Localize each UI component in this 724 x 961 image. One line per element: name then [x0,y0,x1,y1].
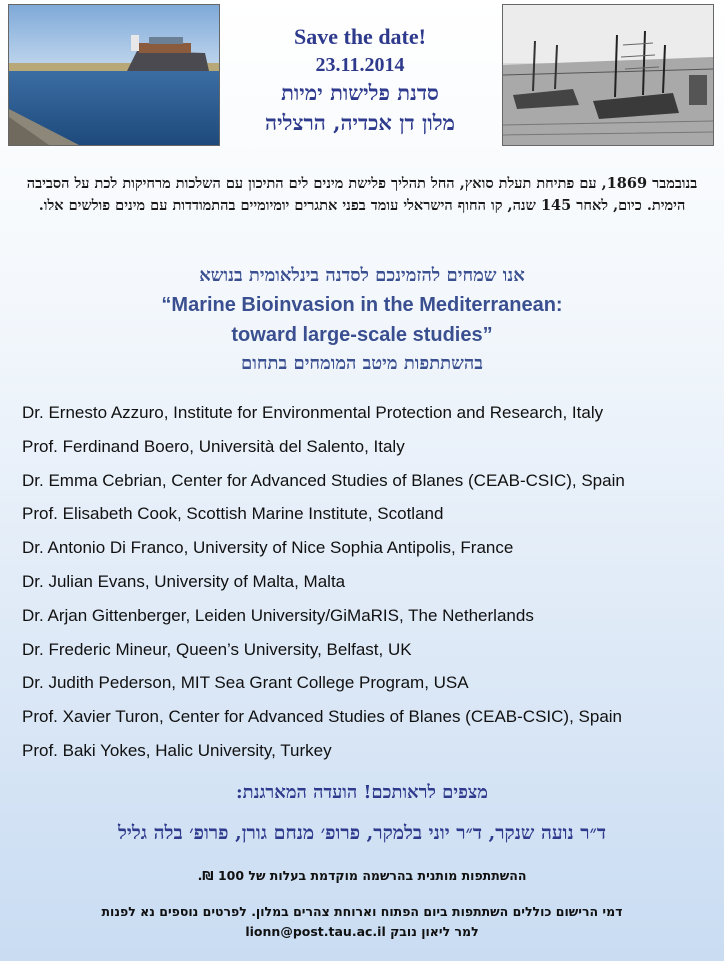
closing-line: מצפים לראותכם! הועדה המארגנת: [236,782,488,803]
experts-line: בהשתתפות מיטב המומחים בתחום [241,353,483,374]
speaker-list [22,396,712,768]
contact-email-link[interactable]: lionn@post.tau.ac.il [245,924,386,939]
event-header [222,22,498,138]
venue-hebrew: מלון דן אכדיה, הרצליה [265,110,455,135]
speaker-item: Prof. Baki Yokes, Halic University, Turkey [22,740,332,760]
speaker-item: Prof. Elisabeth Cook, Scottish Marine Institute, Scotland [22,504,444,524]
speaker-item: Dr. Arjan Gittenberger, Leiden University/GiMaRIS, The Netherlands [22,605,534,625]
save-the-date-title: Save the date! [294,24,426,49]
historic-engraving-photo [502,4,714,146]
invitation-line: אנו שמחים להזמינכם לסדנה בינלאומית בנושא [199,265,525,286]
speaker-item: Dr. Julian Evans, University of Malta, Malta [22,571,346,591]
speaker-item: Prof. Ferdinand Boero, Università del Salento, Italy [22,436,405,456]
intro-paragraph: בנובמבר 1869, עם פתיחת תעלת סואץ, החל תהליך פלישת מינים לים התיכון עם השלכות מרחיקות לכת על הסביבה הימית. כיום, לאחר 145 שנה, קו החוף הישראלי עומד בפני אתגרים יומיומיים בהתמודדות עם מינים פולשים אלו. [26,175,698,214]
organizers-line: ד״ר נועה שנקר, ד״ר יוני בלמקר, פרופ׳ מנחם גורן, פרופ׳ בלה גליל [117,822,606,844]
contact-name: למר ליאון נובק [390,924,479,939]
ship-photo [8,4,220,146]
invitation-block [10,262,714,378]
event-date: 23.11.2014 [315,54,405,76]
registration-notes [10,866,714,942]
speaker-item: Dr. Judith Pederson, MIT Sea Grant College Program, USA [22,673,469,693]
workshop-title-english-1: “Marine Bioinvasion in the Mediterranean: [161,294,563,316]
registration-note: דמי הרישום כוללים השתתפות ביום הפתוח וארוחת צהרים במלון. לפרטים נוספים נא לפנות [101,904,623,919]
speaker-item: Dr. Ernesto Azzuro, Institute for Environmental Protection and Research, Italy [22,403,604,422]
closing-block [10,778,714,850]
speaker-item: Dr. Frederic Mineur, Queen’s University, Belfast, UK [22,639,412,659]
speaker-item: Dr. Antonio Di Franco, University of Nice Sophia Antipolis, France [22,538,514,558]
fee-note: ההשתתפות מותנית בהרשמה מוקדמת בעלות של 100 ₪. [197,868,527,883]
workshop-title-english-2: toward large-scale studies” [231,324,493,346]
contact-line [10,922,714,942]
speaker-item: Prof. Xavier Turon, Center for Advanced Studies of Blanes (CEAB-CSIC), Spain [22,707,623,727]
speaker-item: Dr. Emma Cebrian, Center for Advanced Studies of Blanes (CEAB-CSIC), Spain [22,470,625,490]
workshop-title-hebrew: סדנת פלישות ימיות [281,80,439,105]
